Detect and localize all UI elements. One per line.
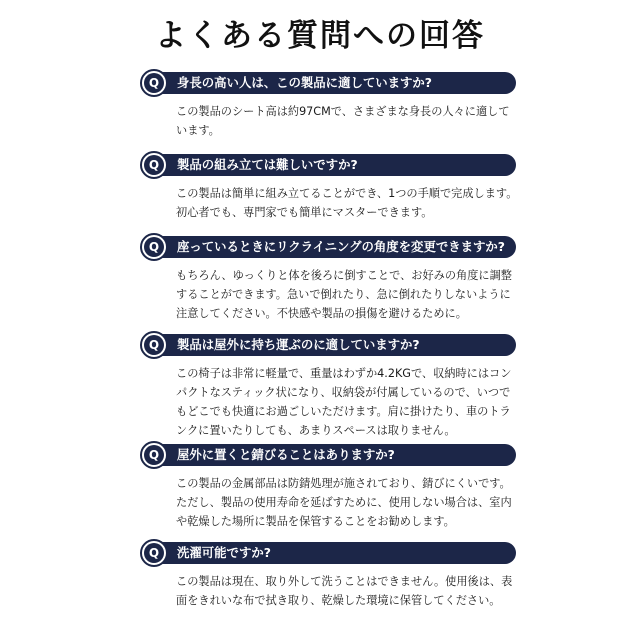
q-letter: Q: [144, 73, 164, 93]
answer-line: この製品は簡単に組み立てることができ、1つの手順で完成します。: [176, 187, 518, 200]
answer-line: この製品のシート高は約97CMで、さまざまな身長の人々に適して: [176, 105, 510, 118]
answer-line: もどこでも快適にお過ごしいただけます。肩に掛けたり、車のトラ: [176, 405, 511, 418]
q-circle-icon: [140, 151, 168, 179]
q-circle-icon: [140, 69, 168, 97]
question-bar: [150, 444, 516, 466]
faq-item: [140, 444, 518, 531]
question-text: 製品の組み立ては難しいですか?: [177, 157, 358, 172]
answer-line: することができます。急いで倒れたり、急に倒れたりしないように: [176, 288, 511, 301]
q-letter: Q: [144, 543, 164, 563]
answer-text: [176, 266, 514, 323]
answer-line: ンクに置いたりしても、あまりスペースは取りません。: [176, 424, 456, 437]
answer-line: や乾燥した場所に製品を保管することをお勧めします。: [176, 515, 455, 528]
q-circle-icon: [140, 233, 168, 261]
q-letter: Q: [144, 237, 164, 257]
answer-line: 初心者でも、専門家でも簡単にマスターできます。: [176, 206, 433, 219]
q-circle-icon: [140, 539, 168, 567]
answer-text: [176, 184, 518, 222]
answer-line: もちろん、ゆっくりと体を後ろに倒すことで、お好みの角度に調整: [176, 269, 512, 282]
question-text: 製品は屋外に持ち運ぶのに適していますか?: [177, 337, 420, 352]
answer-line: この製品の金属部品は防錆処理が施されており、錆びにくいです。: [176, 477, 511, 490]
answer-text: [176, 474, 514, 531]
question-bar: [150, 542, 516, 564]
faq-item: [140, 236, 518, 323]
question-bar: [150, 236, 516, 258]
question-text: 座っているときにリクライニングの角度を変更できますか?: [177, 239, 505, 254]
answer-line: 注意してください。不快感や製品の損傷を避けるために。: [176, 307, 467, 320]
answer-line: ただし、製品の使用寿命を延ばすために、使用しない場合は、室内: [176, 496, 512, 509]
q-circle-icon: [140, 331, 168, 359]
faq-item: [140, 72, 518, 140]
question-text: 身長の高い人は、この製品に適していますか?: [177, 75, 432, 90]
question-bar: [150, 154, 516, 176]
question-bar: [150, 72, 516, 94]
answer-text: [176, 572, 514, 610]
question-text: 屋外に置くと錆びることはありますか?: [177, 447, 395, 462]
q-letter: Q: [144, 155, 164, 175]
answer-line: パクトなスティック状になり、収納袋が付属しているので、いつで: [176, 386, 511, 399]
faq-item: [140, 334, 518, 440]
q-letter: Q: [144, 335, 164, 355]
answer-text: [176, 102, 514, 140]
answer-line: 面をきれいな布で拭き取り、乾燥した環境に保管してください。: [176, 594, 501, 607]
faq-item: [140, 542, 518, 610]
faq-item: [140, 154, 518, 222]
answer-line: この椅子は非常に軽量で、重量はわずか4.2KGで、収納時にはコン: [176, 367, 512, 380]
answer-line: この製品は現在、取り外して洗うことはできません。使用後は、表: [176, 575, 513, 588]
question-text: 洗濯可能ですか?: [177, 545, 271, 560]
answer-line: います。: [176, 124, 220, 137]
answer-text: [176, 364, 514, 440]
page-title: よくある質問への回答: [155, 18, 485, 54]
q-letter: Q: [144, 445, 164, 465]
question-bar: [150, 334, 516, 356]
q-circle-icon: [140, 441, 168, 469]
